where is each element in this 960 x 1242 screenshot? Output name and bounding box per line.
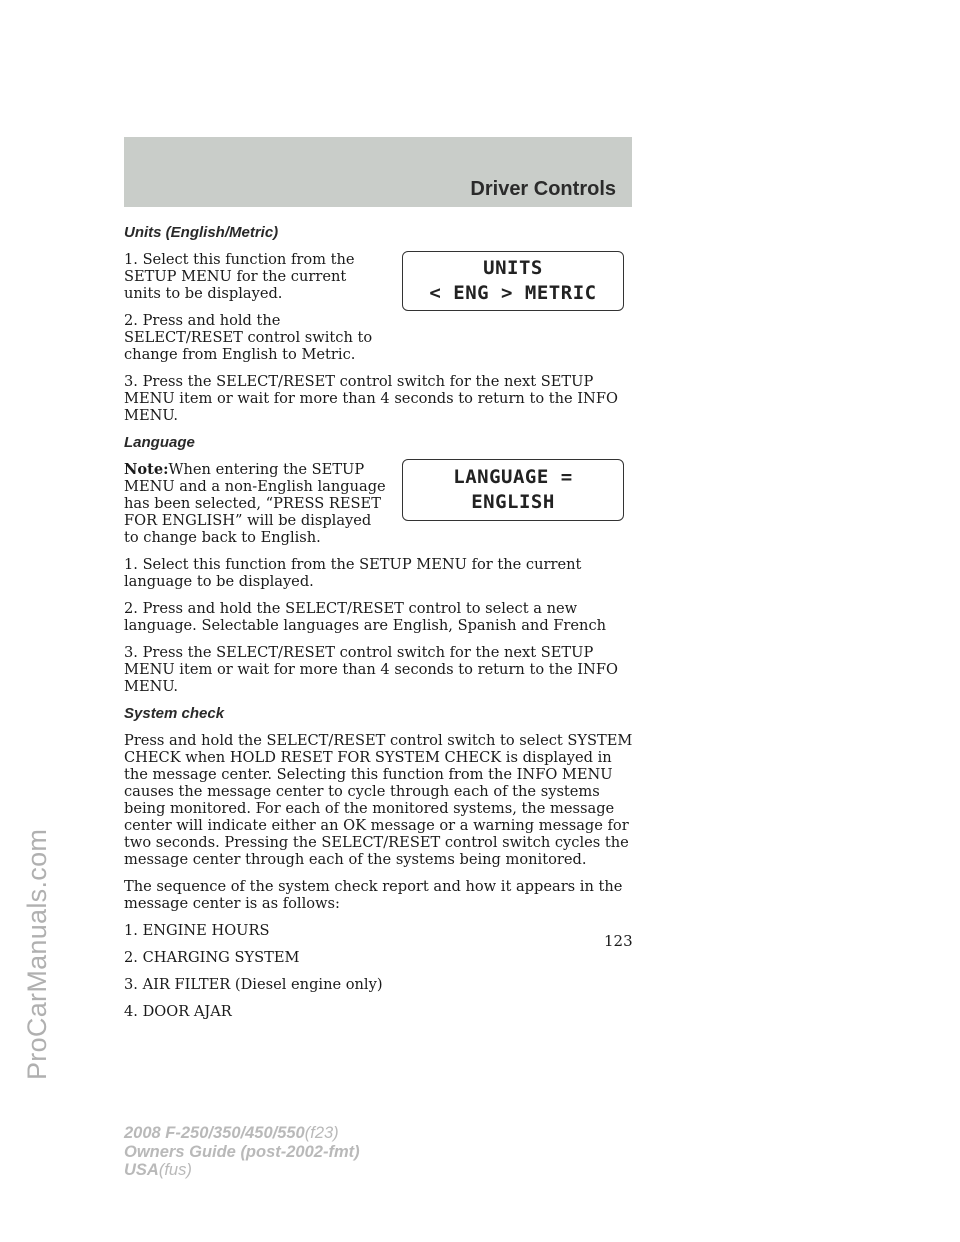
note-text: When entering the SETUP MENU and a non-English language has been selected, “PRESS RESET FOR ENGLISH” will be displayed to change back to English. <box>124 461 386 546</box>
units-step-1: 1. Select this function from the SETUP MENU for the current units to be displayed. <box>124 251 355 302</box>
units-display-line2: < ENG > METRIC <box>429 282 597 304</box>
footer-line-3 <box>124 1161 360 1180</box>
page-number: 123 <box>604 932 633 950</box>
language-step-2: 2. Press and hold the SELECT/RESET control to select a new language. Selectable languages are English, Spanish and French <box>124 600 607 634</box>
system-check-heading: System check <box>124 705 225 722</box>
section-title: Driver Controls <box>470 178 616 200</box>
footer-market-code: (fus) <box>158 1161 192 1179</box>
units-step-3: 3. Press the SELECT/RESET control switch for the next SETUP MENU item or wait for more than 4 seconds to return to the INFO MENU. <box>124 373 618 424</box>
section-header-band <box>124 137 632 207</box>
language-display-line1: LANGUAGE = <box>453 466 573 488</box>
system-check-sequence-intro: The sequence of the system check report and how it appears in the message center is as follows: <box>124 878 623 912</box>
units-section <box>124 224 634 424</box>
units-heading: Units (English/Metric) <box>124 224 279 241</box>
language-heading: Language <box>124 434 195 451</box>
note-label: Note: <box>124 461 169 478</box>
language-display-line2: ENGLISH <box>471 491 555 513</box>
footer-line-2: Owners Guide (post-2002-fmt) <box>124 1142 360 1161</box>
language-display-illustration <box>402 459 624 521</box>
page-content <box>124 224 634 1030</box>
footer-model-code: (f23) <box>304 1124 339 1142</box>
list-item: 3. AIR FILTER (Diesel engine only) <box>124 976 383 993</box>
list-item: 1. ENGINE HOURS <box>124 922 270 939</box>
language-section <box>124 434 634 695</box>
footer-model: 2008 F-250/350/450/550 <box>124 1124 305 1142</box>
list-item: 4. DOOR AJAR <box>124 1003 232 1020</box>
footer-line-1 <box>124 1124 360 1143</box>
document-footer <box>124 1124 360 1180</box>
units-step-2: 2. Press and hold the SELECT/RESET control switch to change from English to Metric. <box>124 312 373 363</box>
system-check-section <box>124 705 634 1020</box>
system-check-description: Press and hold the SELECT/RESET control switch to select SYSTEM CHECK when HOLD RESET FOR SYSTEM CHECK is displayed in the message center. Selecting this function from the INFO MENU causes the message center to cycle through each of the systems being monitored. For each of the monitored systems, the message center will indicate either an OK message or a warning message for two seconds. Pressing the SELECT/RESET control switch cycles the message center through each of the systems being monitored. <box>124 732 633 868</box>
language-step-3: 3. Press the SELECT/RESET control switch for the next SETUP MENU item or wait for more than 4 seconds to return to the INFO MENU. <box>124 644 618 695</box>
units-display-illustration <box>402 251 624 311</box>
watermark: ProCarManuals.com <box>22 828 52 1080</box>
language-note <box>124 461 386 546</box>
list-item: 2. CHARGING SYSTEM <box>124 949 300 966</box>
language-step-1: 1. Select this function from the SETUP MENU for the current language to be displayed. <box>124 556 582 590</box>
footer-market: USA <box>124 1161 159 1179</box>
units-display-line1: UNITS <box>483 257 543 279</box>
